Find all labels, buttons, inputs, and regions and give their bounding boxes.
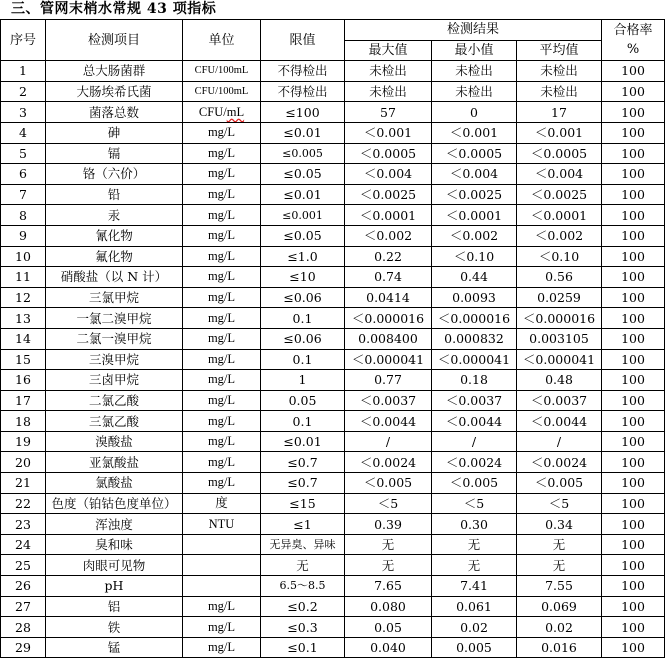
cell-no: 21 — [1, 473, 46, 494]
cell-limit: ≤0.01 — [261, 184, 345, 205]
header-pass-rate — [602, 20, 665, 61]
cell-pass: 100 — [602, 637, 665, 658]
cell-pass: 100 — [602, 555, 665, 576]
cell-unit: CFU/100mL — [183, 81, 261, 102]
cell-no: 9 — [1, 225, 46, 246]
cell-item: 镉 — [46, 143, 183, 164]
cell-no: 22 — [1, 493, 46, 514]
table-row — [1, 411, 665, 432]
cell-unit: mg/L — [183, 246, 261, 267]
cell-no: 23 — [1, 514, 46, 535]
cell-limit: 0.05 — [261, 390, 345, 411]
cell-no: 17 — [1, 390, 46, 411]
cell-min: ＜0.005 — [432, 473, 517, 494]
cell-avg: ＜0.000041 — [517, 349, 602, 370]
cell-unit: mg/L — [183, 452, 261, 473]
section-title: 三、管网末梢水常规 43 项指标 — [11, 1, 217, 17]
cell-avg: ＜0.001 — [517, 122, 602, 143]
cell-min: 无 — [432, 555, 517, 576]
cell-min: 0.000832 — [432, 328, 517, 349]
cell-pass: 100 — [602, 411, 665, 432]
cell-pass: 100 — [602, 61, 665, 82]
cell-no: 8 — [1, 205, 46, 226]
cell-limit: ≤100 — [261, 102, 345, 123]
cell-item: 三氯乙酸 — [46, 411, 183, 432]
cell-unit: CFU/100mL — [183, 61, 261, 82]
cell-no: 3 — [1, 102, 46, 123]
cell-max: ＜0.0005 — [345, 143, 432, 164]
cell-avg: ＜0.0024 — [517, 452, 602, 473]
cell-unit: NTU — [183, 514, 261, 535]
cell-avg: / — [517, 431, 602, 452]
table-row — [1, 246, 665, 267]
cell-item: 二氯一溴甲烷 — [46, 328, 183, 349]
cell-unit: mg/L — [183, 267, 261, 288]
cell-no: 18 — [1, 411, 46, 432]
cell-min: 0.0093 — [432, 287, 517, 308]
cell-max: ＜0.000016 — [345, 308, 432, 329]
cell-avg: 未检出 — [517, 61, 602, 82]
cell-pass: 100 — [602, 122, 665, 143]
cell-max: 0.77 — [345, 370, 432, 391]
cell-pass: 100 — [602, 431, 665, 452]
table-row — [1, 184, 665, 205]
cell-limit: 1 — [261, 370, 345, 391]
cell-item: pH — [46, 576, 183, 597]
cell-avg: 0.56 — [517, 267, 602, 288]
cell-unit: mg/L — [183, 411, 261, 432]
cell-unit: mg/L — [183, 225, 261, 246]
cell-pass: 100 — [602, 308, 665, 329]
cell-max: 0.008400 — [345, 328, 432, 349]
cell-pass: 100 — [602, 473, 665, 494]
cell-item: 浑浊度 — [46, 514, 183, 535]
cell-max: ＜0.001 — [345, 122, 432, 143]
cell-unit: mg/L — [183, 122, 261, 143]
cell-no: 4 — [1, 122, 46, 143]
cell-item: 三卤甲烷 — [46, 370, 183, 391]
cell-min: ＜0.0037 — [432, 390, 517, 411]
cell-limit: ≤0.06 — [261, 328, 345, 349]
header-no: 序号 — [1, 20, 46, 61]
cell-min: 无 — [432, 534, 517, 555]
cell-avg: 0.016 — [517, 637, 602, 658]
cell-limit: ≤0.001 — [261, 205, 345, 226]
header-pass-rate-line1: 合格率 — [613, 23, 653, 39]
cell-no: 15 — [1, 349, 46, 370]
table-row — [1, 143, 665, 164]
cell-unit: mg/L — [183, 431, 261, 452]
table-row — [1, 637, 665, 658]
cell-min: 0.18 — [432, 370, 517, 391]
cell-limit: ≤0.2 — [261, 596, 345, 617]
cell-max: ＜0.004 — [345, 164, 432, 185]
cell-max: 0.040 — [345, 637, 432, 658]
cell-pass: 100 — [602, 452, 665, 473]
cell-limit: 6.5～8.5 — [261, 576, 345, 597]
cell-unit — [183, 534, 261, 555]
cell-min: ＜0.0044 — [432, 411, 517, 432]
cell-max: ＜0.0044 — [345, 411, 432, 432]
cell-no: 27 — [1, 596, 46, 617]
cell-unit: mg/L — [183, 308, 261, 329]
cell-unit: mg/L — [183, 164, 261, 185]
cell-item: 肉眼可见物 — [46, 555, 183, 576]
cell-unit: mg/L — [183, 328, 261, 349]
cell-avg: 0.48 — [517, 370, 602, 391]
cell-avg: ＜0.0005 — [517, 143, 602, 164]
cell-max: ＜0.0001 — [345, 205, 432, 226]
cell-item: 总大肠菌群 — [46, 61, 183, 82]
cell-avg: ＜0.10 — [517, 246, 602, 267]
cell-item: 二氯乙酸 — [46, 390, 183, 411]
table-row — [1, 596, 665, 617]
table-row — [1, 267, 665, 288]
header-row-1 — [1, 20, 665, 41]
cell-pass: 100 — [602, 390, 665, 411]
cell-no: 11 — [1, 267, 46, 288]
header-item: 检测项目 — [46, 20, 183, 61]
cell-max: ＜0.0037 — [345, 390, 432, 411]
cell-item: 硝酸盐（以 N 计） — [46, 267, 183, 288]
cell-unit: mg/L — [183, 596, 261, 617]
header-unit: 单位 — [183, 20, 261, 61]
cell-pass: 100 — [602, 514, 665, 535]
cell-avg: 0.0259 — [517, 287, 602, 308]
table-body — [1, 61, 665, 658]
table-row — [1, 493, 665, 514]
cell-item: 三溴甲烷 — [46, 349, 183, 370]
table-row — [1, 61, 665, 82]
cell-avg: 0.003105 — [517, 328, 602, 349]
cell-no: 14 — [1, 328, 46, 349]
table-row — [1, 308, 665, 329]
cell-avg: ＜5 — [517, 493, 602, 514]
cell-avg: 无 — [517, 555, 602, 576]
cell-pass: 100 — [602, 534, 665, 555]
cell-item: 菌落总数 — [46, 102, 183, 123]
header-avg: 平均值 — [517, 40, 602, 61]
cell-no: 19 — [1, 431, 46, 452]
cell-min: ＜0.000016 — [432, 308, 517, 329]
cell-pass: 100 — [602, 81, 665, 102]
table-row — [1, 81, 665, 102]
cell-max: 0.080 — [345, 596, 432, 617]
cell-pass: 100 — [602, 576, 665, 597]
cell-no: 25 — [1, 555, 46, 576]
cell-item: 一氯二溴甲烷 — [46, 308, 183, 329]
cell-item: 铅 — [46, 184, 183, 205]
cell-limit: ≤0.1 — [261, 637, 345, 658]
cell-limit: 无 — [261, 555, 345, 576]
cell-unit — [183, 555, 261, 576]
cell-limit: ≤1 — [261, 514, 345, 535]
cell-limit: ≤0.3 — [261, 617, 345, 638]
table-row — [1, 328, 665, 349]
cell-limit: ≤10 — [261, 267, 345, 288]
cell-no: 2 — [1, 81, 46, 102]
cell-limit: 0.1 — [261, 411, 345, 432]
cell-limit: ≤0.7 — [261, 452, 345, 473]
cell-max: ＜0.002 — [345, 225, 432, 246]
cell-item: 铁 — [46, 617, 183, 638]
cell-pass: 100 — [602, 596, 665, 617]
cell-max: 未检出 — [345, 81, 432, 102]
header-pass-rate-line2: % — [626, 42, 640, 58]
cell-avg: 0.02 — [517, 617, 602, 638]
cell-limit: 不得检出 — [261, 61, 345, 82]
cell-pass: 100 — [602, 184, 665, 205]
cell-max: ＜0.005 — [345, 473, 432, 494]
cell-min: ＜0.10 — [432, 246, 517, 267]
cell-no: 7 — [1, 184, 46, 205]
cell-unit: mg/L — [183, 637, 261, 658]
table-row — [1, 205, 665, 226]
cell-max: 无 — [345, 534, 432, 555]
cell-limit: 无异臭、异味 — [261, 534, 345, 555]
water-quality-table — [0, 19, 665, 658]
cell-min: ＜0.0025 — [432, 184, 517, 205]
cell-avg: 0.069 — [517, 596, 602, 617]
cell-max: 0.05 — [345, 617, 432, 638]
cell-pass: 100 — [602, 225, 665, 246]
cell-no: 20 — [1, 452, 46, 473]
cell-unit: 度 — [183, 493, 261, 514]
cell-max: 7.65 — [345, 576, 432, 597]
cell-min: ＜0.002 — [432, 225, 517, 246]
cell-item: 亚氯酸盐 — [46, 452, 183, 473]
cell-no: 5 — [1, 143, 46, 164]
cell-item: 溴酸盐 — [46, 431, 183, 452]
table-row — [1, 370, 665, 391]
cell-min: 0.061 — [432, 596, 517, 617]
cell-avg: 17 — [517, 102, 602, 123]
cell-limit: ≤0.05 — [261, 164, 345, 185]
header-min: 最小值 — [432, 40, 517, 61]
cell-min: 0.02 — [432, 617, 517, 638]
cell-no: 12 — [1, 287, 46, 308]
cell-max: 0.39 — [345, 514, 432, 535]
cell-avg: ＜0.0037 — [517, 390, 602, 411]
cell-avg: ＜0.004 — [517, 164, 602, 185]
cell-item: 砷 — [46, 122, 183, 143]
cell-limit: 0.1 — [261, 349, 345, 370]
cell-limit: ≤0.05 — [261, 225, 345, 246]
cell-max: ＜5 — [345, 493, 432, 514]
cell-limit: 0.1 — [261, 308, 345, 329]
cell-no: 13 — [1, 308, 46, 329]
cell-min: ＜0.0001 — [432, 205, 517, 226]
cell-min: ＜0.001 — [432, 122, 517, 143]
table-row — [1, 514, 665, 535]
cell-item: 大肠埃希氏菌 — [46, 81, 183, 102]
cell-pass: 100 — [602, 164, 665, 185]
cell-unit: mg/L — [183, 370, 261, 391]
cell-item: 氰化物 — [46, 225, 183, 246]
table-row — [1, 287, 665, 308]
cell-item: 铝 — [46, 596, 183, 617]
cell-min: 0.005 — [432, 637, 517, 658]
cell-limit: ≤1.0 — [261, 246, 345, 267]
cell-avg: 7.55 — [517, 576, 602, 597]
table-row — [1, 102, 665, 123]
cell-min: ＜5 — [432, 493, 517, 514]
cell-max: 0.0414 — [345, 287, 432, 308]
table-row — [1, 452, 665, 473]
cell-min: 0 — [432, 102, 517, 123]
cell-unit: mg/L — [183, 349, 261, 370]
cell-pass: 100 — [602, 102, 665, 123]
cell-unit: mg/L — [183, 473, 261, 494]
cell-min: ＜0.0024 — [432, 452, 517, 473]
table-row — [1, 555, 665, 576]
cell-pass: 100 — [602, 493, 665, 514]
cell-item: 臭和味 — [46, 534, 183, 555]
cell-avg: ＜0.0025 — [517, 184, 602, 205]
cell-unit: mg/L — [183, 184, 261, 205]
cell-avg: ＜0.0001 — [517, 205, 602, 226]
cell-no: 26 — [1, 576, 46, 597]
cell-avg: ＜0.002 — [517, 225, 602, 246]
cell-unit: mg/L — [183, 390, 261, 411]
cell-no: 24 — [1, 534, 46, 555]
cell-no: 10 — [1, 246, 46, 267]
cell-item: 三氯甲烷 — [46, 287, 183, 308]
cell-unit: mg/L — [183, 617, 261, 638]
cell-no: 28 — [1, 617, 46, 638]
table-row — [1, 122, 665, 143]
cell-min: 未检出 — [432, 61, 517, 82]
cell-min: ＜0.004 — [432, 164, 517, 185]
cell-limit: 不得检出 — [261, 81, 345, 102]
table-row — [1, 576, 665, 597]
cell-item: 氟化物 — [46, 246, 183, 267]
cell-unit — [183, 576, 261, 597]
table-row — [1, 164, 665, 185]
cell-min: 0.44 — [432, 267, 517, 288]
cell-pass: 100 — [602, 328, 665, 349]
cell-min: 0.30 — [432, 514, 517, 535]
cell-item: 汞 — [46, 205, 183, 226]
cell-item: 锰 — [46, 637, 183, 658]
cell-max: 未检出 — [345, 61, 432, 82]
cell-item: 色度（铂钴色度单位） — [46, 493, 183, 514]
cell-no: 1 — [1, 61, 46, 82]
cell-pass: 100 — [602, 287, 665, 308]
cell-no: 16 — [1, 370, 46, 391]
cell-pass: 100 — [602, 246, 665, 267]
cell-pass: 100 — [602, 370, 665, 391]
cell-limit: ≤0.7 — [261, 473, 345, 494]
cell-max: 0.74 — [345, 267, 432, 288]
cell-unit: mg/L — [183, 143, 261, 164]
cell-max: / — [345, 431, 432, 452]
table-row — [1, 390, 665, 411]
cell-max: 无 — [345, 555, 432, 576]
cell-pass: 100 — [602, 267, 665, 288]
cell-pass: 100 — [602, 617, 665, 638]
table-row — [1, 431, 665, 452]
cell-no: 6 — [1, 164, 46, 185]
cell-min: / — [432, 431, 517, 452]
cell-limit: ≤0.005 — [261, 143, 345, 164]
cell-pass: 100 — [602, 349, 665, 370]
cell-avg: 无 — [517, 534, 602, 555]
cell-avg: ＜0.005 — [517, 473, 602, 494]
cell-item: 铬（六价） — [46, 164, 183, 185]
cell-max: ＜0.0024 — [345, 452, 432, 473]
cell-pass: 100 — [602, 205, 665, 226]
header-max: 最大值 — [345, 40, 432, 61]
cell-avg: 未检出 — [517, 81, 602, 102]
header-limit: 限值 — [261, 20, 345, 61]
cell-pass: 100 — [602, 143, 665, 164]
table-row — [1, 617, 665, 638]
cell-min: 未检出 — [432, 81, 517, 102]
cell-min: ＜0.0005 — [432, 143, 517, 164]
table-row — [1, 473, 665, 494]
cell-max: ＜0.0025 — [345, 184, 432, 205]
table-row — [1, 534, 665, 555]
table-row — [1, 349, 665, 370]
cell-max: 57 — [345, 102, 432, 123]
cell-limit: ≤0.01 — [261, 431, 345, 452]
cell-min: 7.41 — [432, 576, 517, 597]
cell-avg: 0.34 — [517, 514, 602, 535]
cell-min: ＜0.000041 — [432, 349, 517, 370]
cell-limit: ≤15 — [261, 493, 345, 514]
cell-unit: mg/L — [183, 287, 261, 308]
cell-limit: ≤0.01 — [261, 122, 345, 143]
cell-max: 0.22 — [345, 246, 432, 267]
cell-avg: ＜0.0044 — [517, 411, 602, 432]
table-row — [1, 225, 665, 246]
cell-no: 29 — [1, 637, 46, 658]
header-results: 检测结果 — [345, 20, 602, 41]
cell-limit: ≤0.06 — [261, 287, 345, 308]
spellcheck-underline: mL — [226, 104, 245, 119]
cell-max: ＜0.000041 — [345, 349, 432, 370]
cell-avg: ＜0.000016 — [517, 308, 602, 329]
cell-unit: CFU/mL — [183, 102, 261, 123]
cell-item: 氯酸盐 — [46, 473, 183, 494]
cell-unit: mg/L — [183, 205, 261, 226]
